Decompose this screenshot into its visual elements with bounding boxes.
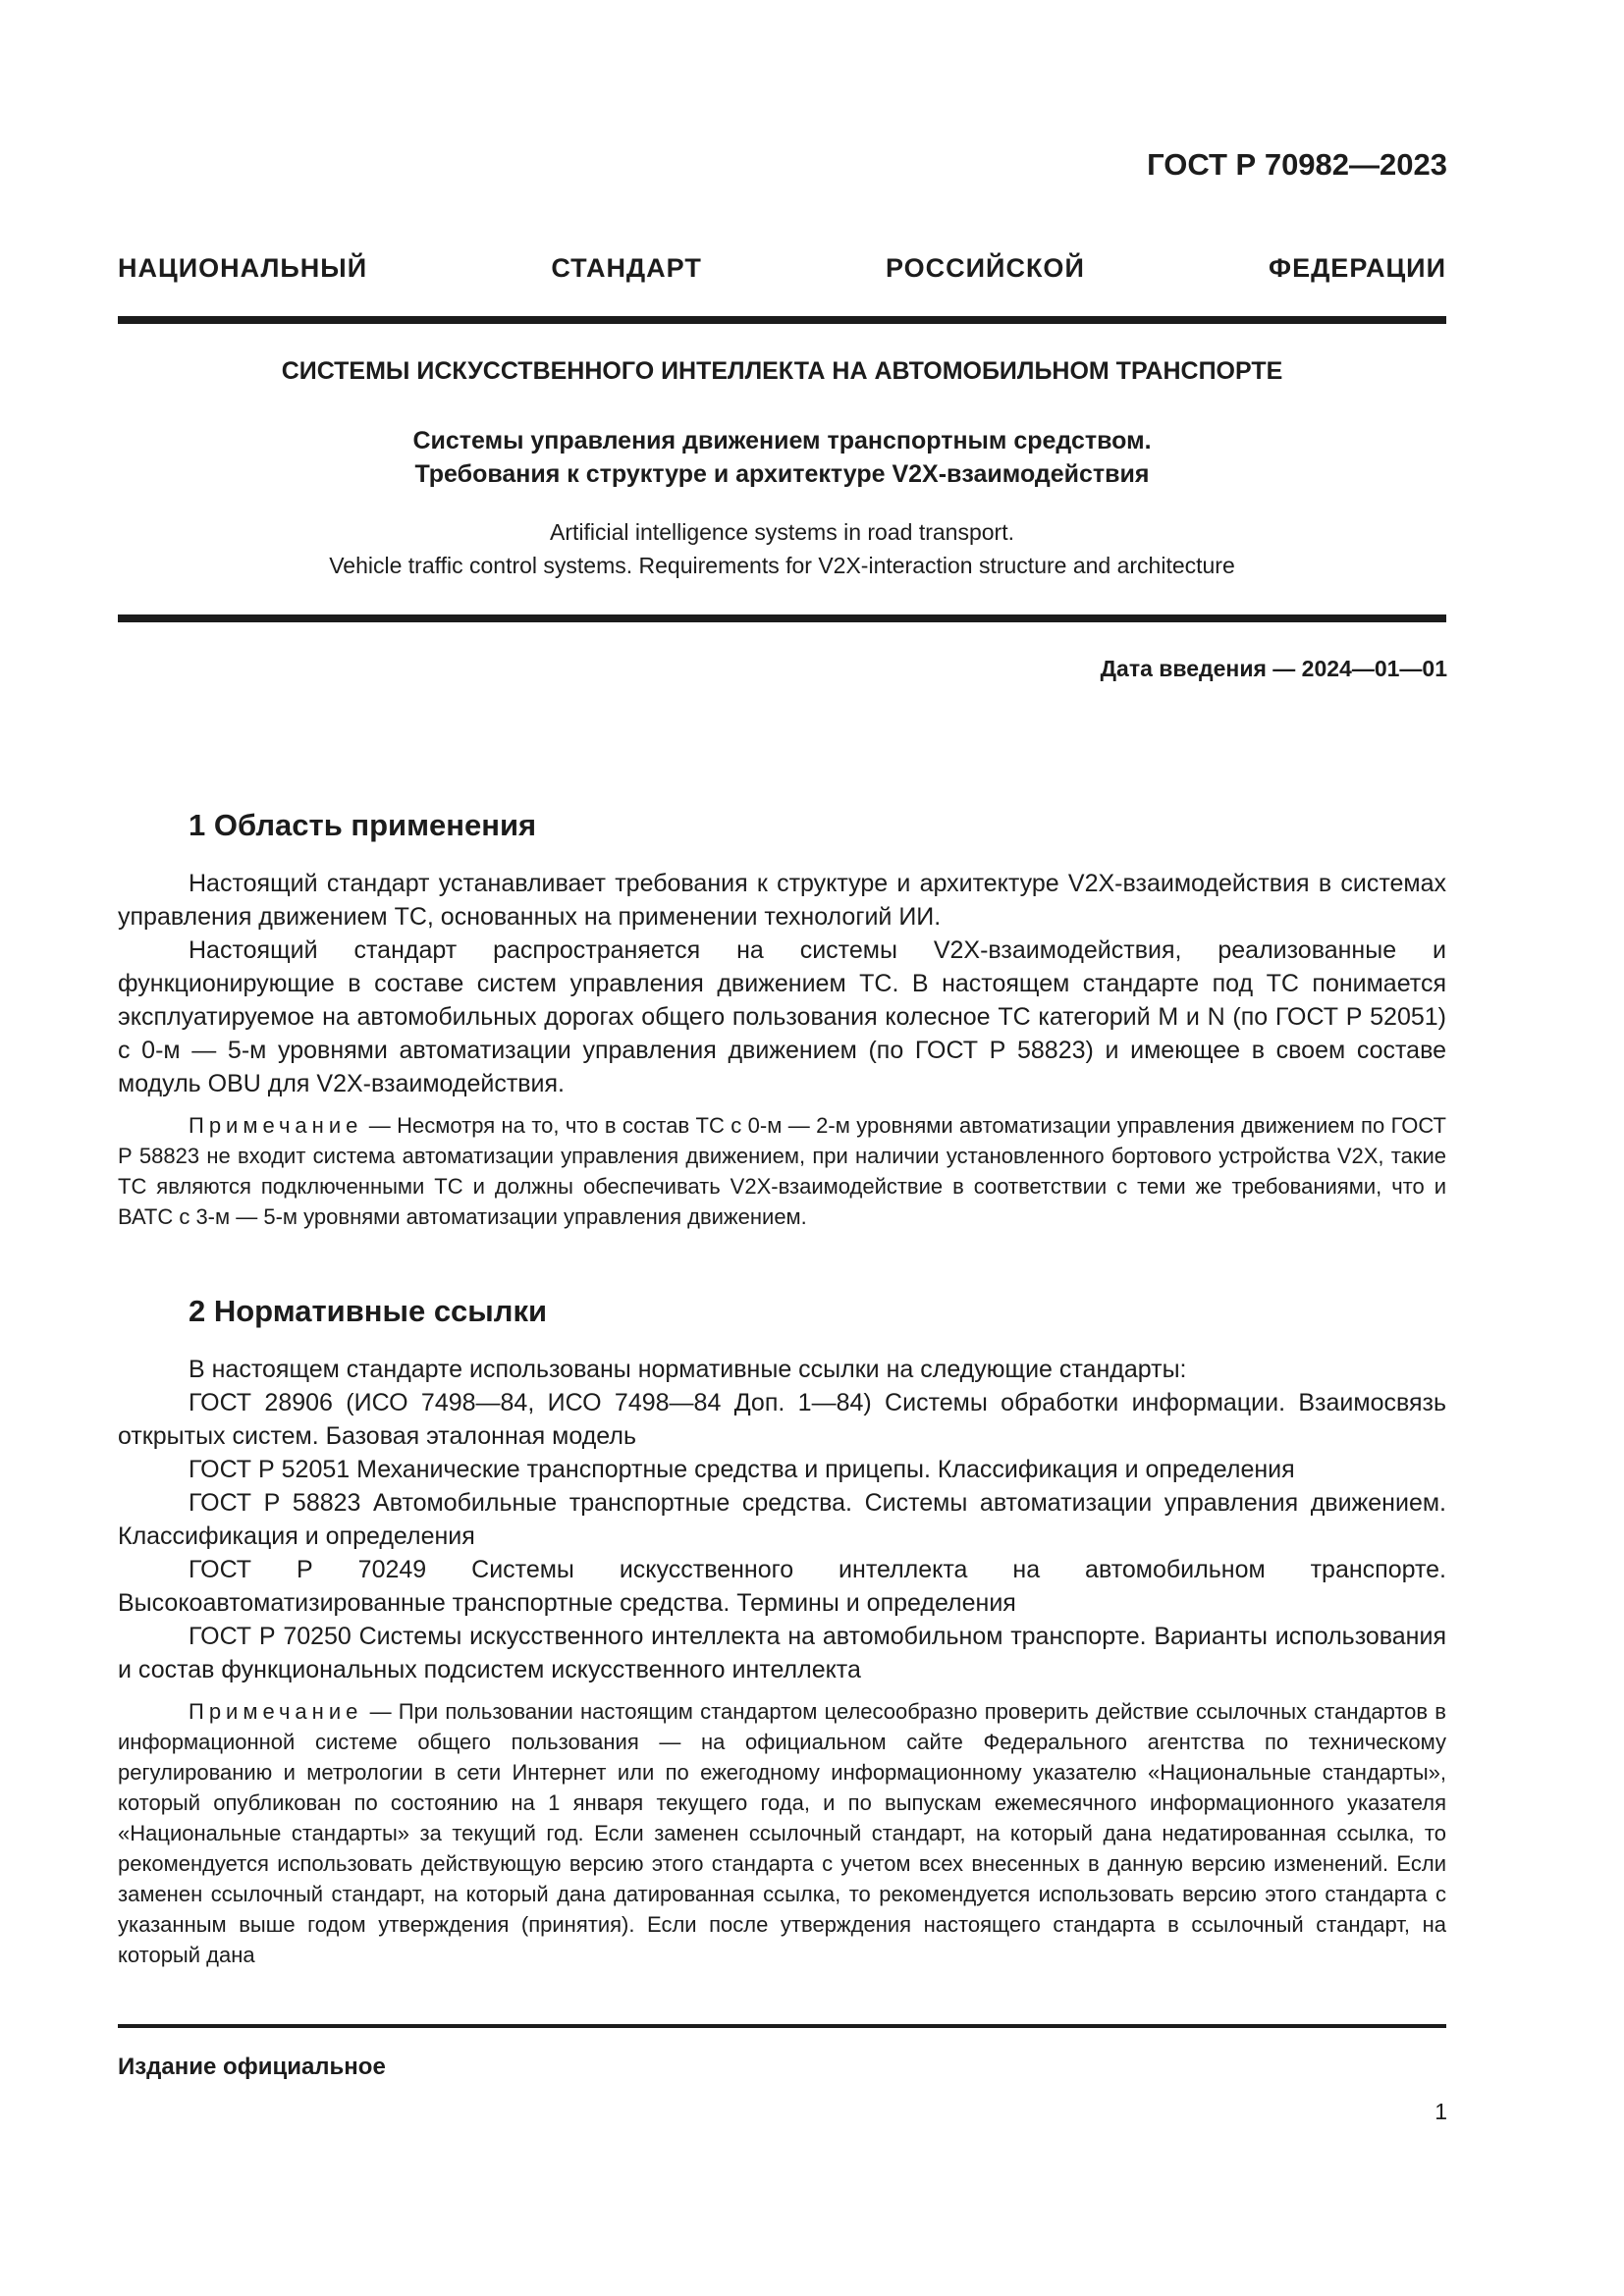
page-number: 1 [1435, 2099, 1447, 2124]
document-title: СИСТЕМЫ ИСКУССТВЕННОГО ИНТЕЛЛЕКТА НА АВТОМОБИЛЬНОМ ТРАНСПОРТЕ [281, 357, 1283, 385]
official-edition-label: Издание официальное [118, 2054, 386, 2080]
subtitle-line-2: Требования к структуре и архитектуре V2X-взаимодействия [414, 460, 1150, 488]
section-2-intro: В настоящем стандарте использованы нормативные ссылки на следующие стандарты: [189, 1356, 1187, 1383]
note-label: Примечание [189, 1113, 363, 1138]
english-title-line-1: Artificial intelligence systems in road transport. [550, 519, 1014, 545]
section-1-body [118, 867, 1446, 1232]
reference-item: ГОСТ Р 70249 Системы искусственного интеллекта на автомобильном транспорте. Высокоавтоматизированные транспортные средства. Термины и определения [118, 1556, 1446, 1617]
reference-item: ГОСТ Р 70250 Системы искусственного интеллекта на автомобильном транспорте. Варианты использования и состав функциональных подсистем искусственного интеллекта [118, 1623, 1446, 1683]
reference-item: ГОСТ Р 58823 Автомобильные транспортные средства. Системы автоматизации управления движением. Классификация и определения [118, 1489, 1446, 1550]
national-standard-banner: НАЦИОНАЛЬНЫЙ СТАНДАРТ РОССИЙСКОЙ ФЕДЕРАЦИИ [118, 253, 1446, 283]
section-1-heading: 1 Область применения [189, 808, 537, 842]
header-divider [118, 316, 1446, 324]
section-2-note [118, 1696, 1446, 1970]
section-1-note [118, 1110, 1446, 1232]
reference-item: ГОСТ 28906 (ИСО 7498—84, ИСО 7498—84 Доп. 1—84) Системы обработки информации. Взаимосвязь открытых систем. Базовая эталонная модель [118, 1389, 1446, 1450]
introduction-date: Дата введения — 2024—01—01 [1100, 656, 1447, 681]
note-text: — Несмотря на то, что в состав ТС с 0-м — 2-м уровнями автоматизации управления движением по ГОСТ Р 58823 не входит система автоматизации управления движением, при наличии установленного бортового устройства V2X, такие ТС являются подключенными ТС и должны обеспечивать V2X-взаимодействие в соответствии с теми же требованиями, что и ВАТС с 3-м — 5-м уровнями автоматизации управления движением. [118, 1113, 1446, 1229]
document-code: ГОСТ Р 70982—2023 [1147, 147, 1447, 182]
footer-divider [118, 2024, 1446, 2028]
section-1-paragraph-1: Настоящий стандарт устанавливает требования к структуре и архитектуре V2X-взаимодействия в системах управления движением ТС, основанных на применении технологий ИИ. [118, 870, 1446, 931]
reference-item: ГОСТ Р 52051 Механические транспортные средства и прицепы. Классификация и определения [189, 1456, 1295, 1483]
title-divider [118, 614, 1446, 622]
section-2-body [118, 1353, 1446, 1970]
english-title [118, 515, 1446, 582]
section-1-paragraph-2: Настоящий стандарт распространяется на системы V2X-взаимодействия, реализованные и функционирующие в составе систем управления движением ТС. В настоящем стандарте под ТС понимается эксплуатируемое на автомобильных дорогах общего пользования колесное ТС категорий М и N (по ГОСТ Р 52051) с 0-м — 5-м уровнями автоматизации управления движением (по ГОСТ Р 58823) и имеющее в своем составе модуль OBU для V2X-взаимодействия. [118, 936, 1446, 1097]
note-label: Примечание [189, 1699, 363, 1724]
document-subtitle [118, 424, 1446, 491]
english-title-line-2: Vehicle traffic control systems. Requirements for V2X-interaction structure and architecture [329, 553, 1235, 578]
note-text: — При пользовании настоящим стандартом целесообразно проверить действие ссылочных стандартов в информационной системе общего пользования — на официальном сайте Федерального агентства по техническому регулированию и метрологии в сети Интернет или по ежегодному информационному указателю «Национальные стандарты», который опубликован по состоянию на 1 января текущего года, и по выпускам ежемесячного информационного указателя «Национальные стандарты» за текущий год. Если заменен ссылочный стандарт, на который дана недатированная ссылка, то рекомендуется использовать действующую версию этого стандарта с учетом всех внесенных в данную версию изменений. Если заменен ссылочный стандарт, на который дана датированная ссылка, то рекомендуется использовать версию этого стандарта с указанным выше годом утверждения (принятия). Если после утверждения настоящего стандарта в ссылочный стандарт, на который дана [118, 1699, 1446, 1967]
section-2-heading: 2 Нормативные ссылки [189, 1294, 548, 1328]
subtitle-line-1: Системы управления движением транспортным средством. [412, 427, 1152, 454]
